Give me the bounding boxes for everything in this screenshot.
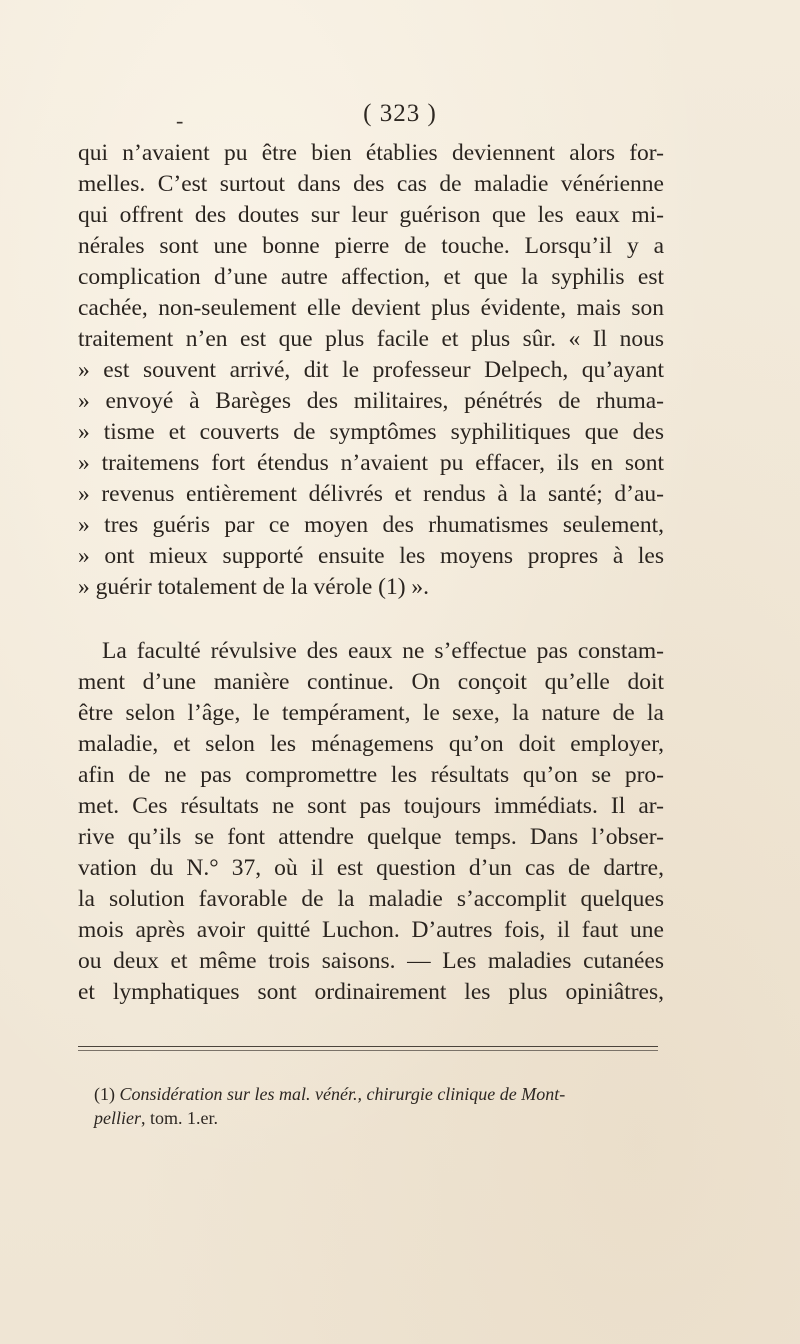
text-line: » revenus entièrement délivrés et rendus à la santé; d’au- (78, 481, 664, 507)
text-line: » est souvent arrivé, dit le professeur Delpech, qu’ayant (78, 357, 664, 383)
text-line: ment d’une manière continue. On conçoit qu’elle doit (78, 669, 664, 695)
text-line: » tres guéris par ce moyen des rhumatismes seulement, (78, 512, 664, 538)
text-line: traitement n’en est que plus facile et plus sûr. « Il nous (78, 326, 664, 352)
text-line: cachée, non-seulement elle devient plus évidente, mais son (78, 295, 664, 321)
text-line: être selon l’âge, le tempérament, le sexe, la nature de la (78, 700, 664, 726)
text-line: » traitemens fort étendus n’avaient pu effacer, ils en sont (78, 450, 664, 476)
text-line: mois après avoir quitté Luchon. D’autres fois, il faut une (78, 917, 664, 943)
text-line: » ont mieux supporté ensuite les moyens propres à les (78, 543, 664, 569)
footnote (94, 1082, 664, 1130)
text-line: La faculté révulsive des eaux ne s’effectue pas constam- (102, 638, 664, 664)
text-line: nérales sont une bonne pierre de touche. Lorsqu’il y a (78, 233, 664, 259)
footnote-rule-thin (78, 1050, 658, 1051)
text-line: la solution favorable de la maladie s’accomplit quelques (78, 886, 664, 912)
text-line: qui offrent des doutes sur leur guérison que les eaux mi- (78, 202, 664, 228)
text-line: complication d’une autre affection, et que la syphilis est (78, 264, 664, 290)
text-line: maladie, et selon les ménagemens qu’on doit employer, (78, 731, 664, 757)
text-line: vation du N.° 37, où il est question d’un cas de dartre, (78, 855, 664, 881)
paragraph-1 (78, 138, 664, 603)
footnote-citation-cont: pellier (94, 1108, 141, 1128)
text-line: et lymphatiques sont ordinairement les plus opiniâtres, (78, 979, 664, 1005)
text-line: melles. C’est surtout dans des cas de maladie vénérienne (78, 171, 664, 197)
footnote-citation: Considération sur les mal. vénér., chirurgie clinique de Mont- (119, 1084, 566, 1104)
text-line: » tisme et couverts de symptômes syphilitiques que des (78, 419, 664, 445)
paragraph-2 (78, 636, 664, 1008)
footnote-line-1 (94, 1082, 664, 1106)
text-line: » envoyé à Barèges des militaires, pénétrés de rhuma- (78, 388, 664, 414)
footnote-line-2 (94, 1106, 664, 1130)
text-line: rive qu’ils se font attendre quelque temps. Dans l’obser- (78, 824, 664, 850)
footnote-volume: , tom. 1.er. (141, 1108, 218, 1128)
text-line: met. Ces résultats ne sont pas toujours immédiats. Il ar- (78, 793, 664, 819)
text-line: ou deux et même trois saisons. — Les maladies cutanées (78, 948, 664, 974)
header-dash: - (176, 108, 184, 133)
footnote-marker: (1) (94, 1084, 115, 1104)
text-line: » guérir totalement de la vérole (1) ». (78, 574, 430, 600)
text-line: qui n’avaient pu être bien établies deviennent alors for- (78, 140, 664, 166)
text-line: afin de ne pas compromettre les résultats qu’on se pro- (78, 762, 664, 788)
footnote-rule (78, 1046, 658, 1047)
page-number: ( 323 ) (363, 100, 437, 127)
page-header (0, 100, 800, 133)
